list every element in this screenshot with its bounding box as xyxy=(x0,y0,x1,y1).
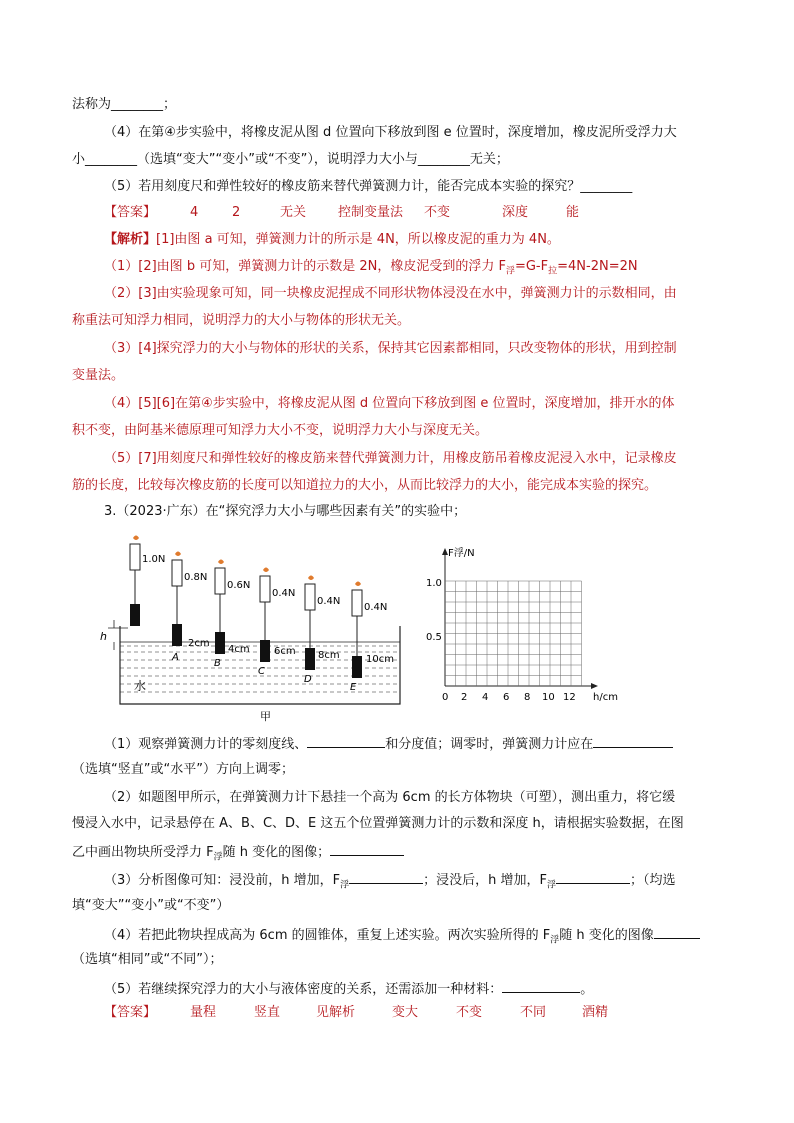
water-label: 水 xyxy=(134,679,147,693)
q3-part5: （5）若继续探究浮力的大小与液体密度的关系，还需添加一种材料： 。 xyxy=(104,979,593,999)
svg-text:C: C xyxy=(258,666,265,677)
graph-xtick: 6 xyxy=(503,692,510,703)
answer-value: 竖直 xyxy=(254,1005,281,1020)
q3-part1: （1）观察弹簧测力计的零刻度线、 和分度值；调零时，弹簧测力计应在 xyxy=(104,734,673,754)
svg-text:D: D xyxy=(304,674,312,685)
answer-label: 【答案】 xyxy=(104,1005,157,1020)
answer-value: 能 xyxy=(566,205,580,220)
answer-value: 无关 xyxy=(280,205,307,220)
answer-value: 变大 xyxy=(392,1005,419,1020)
analysis-line: （5）[7]用刻度尺和弹性较好的橡皮筋来替代弹簧测力计，用橡皮筋吊着橡皮泥浸入水中，记录橡皮 xyxy=(104,451,677,466)
svg-text:1.0N: 1.0N xyxy=(142,554,166,565)
spring-scale-5 xyxy=(304,576,340,686)
analysis-line: （1）[2]由图 b 可知，弹簧测力计的示数是 2N，橡皮泥受到的浮力 $F_浮=G-F_拉=4N-2N=2N$ xyxy=(104,259,638,277)
answer-value: 2 xyxy=(232,205,241,220)
answer-value: 见解析 xyxy=(316,1005,356,1020)
h-marker xyxy=(100,620,128,650)
svg-text:A: A xyxy=(172,652,179,663)
graph-xtick: 4 xyxy=(482,692,489,703)
analysis-line: （2）[3]由实验现象可知，同一块橡皮泥捏成不同形状物体浸没在水中，弹簧测力计的示数相同，由 xyxy=(104,286,677,301)
analysis-line: 称重法可知浮力相同，说明浮力的大小与物体的形状无关。 xyxy=(72,313,411,328)
svg-text:0.4N: 0.4N xyxy=(272,588,296,599)
analysis-line: 积不变，由阿基米德原理可知浮力大小不变，说明浮力大小与深度无关。 xyxy=(72,423,489,438)
text-line: 法称为________； xyxy=(72,97,177,112)
answer-value: 不变 xyxy=(424,205,451,220)
graph-xtick: 12 xyxy=(563,692,576,703)
answer-value: 不变 xyxy=(456,1005,483,1020)
spring-scale-3 xyxy=(214,560,250,670)
answer-value: 控制变量法 xyxy=(338,205,404,220)
q3-part3-cont: 填“变大”“变小”或“不变”） xyxy=(72,898,230,913)
answer-value: 酒精 xyxy=(582,1005,609,1020)
answer-value: 深度 xyxy=(502,205,529,220)
answer-value: 4 xyxy=(190,205,199,220)
q3-part2-cont: 乙中画出物块所受浮力 $F_浮$随 h 变化的图像； xyxy=(72,842,404,867)
question-title: 3.（2023·广东）在“探究浮力大小与哪些因素有关”的实验中； xyxy=(104,504,467,519)
analysis-line: 变量法。 xyxy=(72,368,125,383)
text-line: （4）在第④步实验中，将橡皮泥从图 d 位置向下移放到图 e 位置时，深度增加，橡皮泥所受浮力大 xyxy=(104,125,677,140)
spring-scale-4 xyxy=(258,568,296,678)
svg-text:E: E xyxy=(350,682,357,693)
graph-xtick: 10 xyxy=(542,692,555,703)
q3-part2: （2）如题图甲所示，在弹簧测力计下悬挂一个高为 6cm 的长方体物块（可塑），测出重力，将它缓 xyxy=(104,790,676,805)
svg-text:0.4N: 0.4N xyxy=(364,602,388,613)
svg-text:0.8N: 0.8N xyxy=(184,572,208,583)
svg-text:6cm: 6cm xyxy=(274,646,296,657)
answer-label: 【答案】 xyxy=(104,205,157,220)
graph-ytick: 0.5 xyxy=(426,632,442,643)
text-line: （5）若用刻度尺和弹性较好的橡皮筋来替代弹簧测力计，能否完成本实验的探究？________ xyxy=(104,179,633,194)
q3-part1-cont: （选填“竖直”或“水平”）方向上调零； xyxy=(72,762,294,777)
graph-ylabel: F浮/N xyxy=(448,548,475,559)
spring-scale-2 xyxy=(171,552,210,664)
svg-text:h: h xyxy=(100,630,107,643)
analysis-line: （4）[5][6]在第④步实验中，将橡皮泥从图 d 位置向下移放到图 e 位置时，深度增加，排开水的体 xyxy=(104,396,675,411)
svg-text:10cm: 10cm xyxy=(366,654,394,665)
svg-text:0.4N: 0.4N xyxy=(317,596,341,607)
blank-graph xyxy=(426,546,618,703)
graph-xtick: 0 xyxy=(442,692,449,703)
answer-value: 量程 xyxy=(190,1005,217,1020)
q3-part3: （3）分析图像可知：浸没前，h 增加，$F_浮$ ；浸没后，h 增加，$F_浮$ ；（均选 xyxy=(104,870,676,895)
svg-text:8cm: 8cm xyxy=(318,650,340,661)
q3-part4-cont: （选填“相同”或“不同”）； xyxy=(72,952,223,967)
q3-part4: （4）若把此物块捏成高为 6cm 的圆锥体，重复上述实验。两次实验所得的 $F_浮$随 h 变化的图像 xyxy=(104,925,700,950)
analysis-line: 筋的长度，比较每次橡皮筋的长度可以知道拉力的大小，从而比较浮力的大小，能完成本实验的探究。 xyxy=(72,478,658,493)
answer-value: 不同 xyxy=(520,1005,547,1020)
figure-caption: 甲 xyxy=(260,710,271,723)
svg-text:0.6N: 0.6N xyxy=(227,580,251,591)
analysis-line: 【解析】[1]由图 a 可知，弹簧测力计的所示是 4N，所以橡皮泥的重力为 4N。 xyxy=(104,232,560,247)
graph-ytick: 1.0 xyxy=(426,578,442,589)
graph-xtick: 2 xyxy=(461,692,468,703)
graph-xlabel: h/cm xyxy=(593,692,618,703)
spring-scale-6 xyxy=(350,582,394,694)
analysis-line: （3）[4]探究浮力的大小与物体的形状的关系，保持其它因素都相同，只改变物体的形状，用到控制 xyxy=(104,341,677,356)
svg-text:4cm: 4cm xyxy=(228,644,250,655)
experiment-figure xyxy=(100,534,620,724)
svg-text:B: B xyxy=(214,658,221,669)
spring-scale-1 xyxy=(130,536,165,627)
q3-part2-cont: 慢浸入水中，记录悬停在 A、B、C、D、E 这五个位置弹簧测力计的示数和深度 h，请根据实验数据，在图 xyxy=(72,816,684,831)
svg-text:2cm: 2cm xyxy=(188,638,210,649)
graph-xtick: 8 xyxy=(524,692,531,703)
text-line: 小________（选填“变大”“变小”或“不变”），说明浮力大小与________无关； xyxy=(72,152,509,167)
